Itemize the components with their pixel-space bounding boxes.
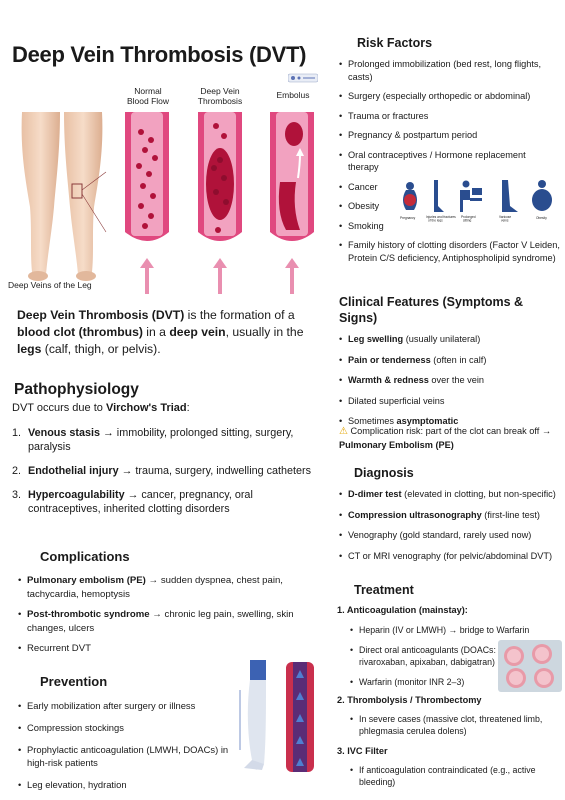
- svg-text:of the legs: of the legs: [428, 218, 443, 222]
- diagnosis-list: [339, 488, 561, 562]
- list-item: • CT or MRI venography (for pelvic/abdominal DVT): [339, 550, 561, 563]
- label-dvt: Deep Vein Thrombosis: [197, 86, 243, 106]
- virchow-triad-list: [12, 426, 312, 526]
- list-item: • Compression stockings: [18, 721, 250, 734]
- list-item: • Recurrent DVT: [18, 642, 318, 656]
- list-item: • Smoking: [339, 220, 561, 233]
- clinical-heading: Clinical Features (Symptoms & Signs): [339, 295, 524, 325]
- diagnosis-heading: Diagnosis: [354, 466, 414, 480]
- list-item: • Pregnancy & postpartum period: [339, 129, 561, 142]
- list-item: • Warfarin (monitor INR 2–3): [350, 676, 498, 688]
- complications-heading: Complications: [40, 549, 130, 564]
- svg-text:Pregnancy: Pregnancy: [400, 216, 416, 220]
- list-item: • Heparin (IV or LMWH) → bridge to Warfarin: [350, 624, 565, 636]
- list-item: • Leg elevation, hydration: [18, 778, 250, 791]
- list-item: • Direct oral anticoagulants (DOACs: rivaroxaban, apixaban, dabigatran): [350, 644, 498, 668]
- list-item: • Prophylactic anticoagulation (LMWH, DOACs) in high-risk patients: [18, 743, 250, 769]
- list-item: • Cancer: [339, 181, 561, 194]
- list-item: • Venography (gold standard, rarely used now): [339, 529, 561, 542]
- complications-list: [18, 574, 318, 656]
- vein-embolus: [266, 112, 318, 250]
- flow-arrow-3-icon: [285, 258, 299, 294]
- clinical-features-list: [339, 333, 561, 428]
- treatment-2-sublist: [350, 713, 560, 737]
- sitting-icon: [460, 181, 482, 213]
- svg-text:veins: veins: [501, 218, 509, 222]
- risk-factors-heading: Risk Factors: [357, 36, 433, 50]
- injury-icon: [434, 180, 444, 212]
- warning-icon: ⚠: [339, 426, 348, 437]
- list-item: • Prolonged immobilization (bed rest, long flights, casts): [339, 58, 561, 83]
- prevention-heading: Prevention: [40, 674, 108, 689]
- svg-text:sitting: sitting: [463, 218, 472, 222]
- vein-normal-flow: [121, 112, 173, 250]
- svg-text:Injuries and fractures: Injuries and fractures: [426, 215, 456, 219]
- legs-illustration: [12, 112, 112, 282]
- leg-icon: [502, 180, 518, 212]
- list-item: • Dilated superficial veins: [339, 395, 561, 408]
- treatment-1-sublist: [350, 624, 530, 688]
- treatment-3-sublist: [350, 764, 560, 788]
- list-item: • Early mobilization after surgery or illness: [18, 699, 250, 712]
- intro-paragraph: Deep Vein Thrombosis (DVT) is the formation of a blood clot (thrombus) in a deep vein, usually in the legs (calf, thigh, or pelvis).: [17, 308, 304, 356]
- list-item: • Pain or tenderness (often in calf): [339, 354, 561, 367]
- list-item: • Family history of clotting disorders (Factor V Leiden, Protein C/S deficiency, Antiphospholipid syndrome): [339, 239, 561, 264]
- treatment-2: 2. Thrombolysis / Thrombectomy: [337, 695, 482, 705]
- triad-intro: DVT occurs due to Virchow's Triad:: [12, 402, 190, 414]
- obesity-icon: [532, 180, 552, 211]
- label-embolus: Embolus: [276, 90, 310, 100]
- list-item: • Compression ultrasonography (first-line test): [339, 509, 561, 522]
- leg-caption: Deep Veins of the Leg: [8, 280, 92, 290]
- list-item: • Post-thrombotic syndrome → chronic leg pain, swelling, skin changes, ulcers: [18, 608, 318, 635]
- list-item: • D-dimer test (elevated in clotting, but non-specific): [339, 488, 561, 501]
- svg-text:Obesity: Obesity: [536, 216, 547, 220]
- list-item: • If anticoagulation contraindicated (e.g., active bleeding): [350, 764, 560, 788]
- pills-illustration: [498, 640, 562, 692]
- list-item: • Leg swelling (usually unilateral): [339, 333, 561, 346]
- label-normal-flow: Normal Blood Flow: [126, 86, 170, 106]
- list-item: • Oral contraceptives / Hormone replacement therapy: [339, 149, 554, 174]
- risk-factors-list: [339, 58, 561, 264]
- treatment-heading: Treatment: [354, 583, 414, 597]
- svg-text:Prolonged: Prolonged: [461, 215, 476, 219]
- prevention-list: [18, 699, 250, 791]
- triad-item: 2. Endothelial injury → trauma, surgery, indwelling catheters: [12, 465, 312, 477]
- vein-valve-illustration: [280, 662, 320, 772]
- stocking-leg-illustration: [236, 660, 278, 772]
- list-item: • Trauma or fractures: [339, 110, 561, 123]
- risk-icons-illustration: [398, 178, 558, 222]
- pregnancy-icon: [403, 182, 417, 210]
- svg-text:Varicose: Varicose: [499, 215, 512, 219]
- page-title: Deep Vein Thrombosis (DVT): [12, 42, 307, 67]
- flow-arrow-2-icon: [213, 258, 227, 294]
- vein-thrombosis: [194, 112, 246, 250]
- triad-item: 3. Hypercoagulability → cancer, pregnancy, oral contraceptives, inherited clotting disorders: [12, 489, 253, 515]
- triad-item: 1. Venous stasis → immobility, prolonged sitting, surgery, paralysis: [12, 427, 294, 453]
- flow-arrow-1-icon: [140, 258, 154, 294]
- complication-warning: ⚠ Complication risk: part of the clot can break off → Pulmonary Embolism (PE): [339, 426, 552, 450]
- list-item: • In severe cases (massive clot, threatened limb, phlegmasia cerulea dolens): [350, 713, 560, 737]
- list-item: • Surgery (especially orthopedic or abdominal): [339, 90, 561, 103]
- embolus-tag-icon: [288, 72, 318, 84]
- treatment-1: 1. Anticoagulation (mainstay):: [337, 605, 468, 615]
- list-item: • Sometimes asymptomatic: [339, 415, 561, 428]
- treatment-3: 3. IVC Filter: [337, 746, 388, 756]
- list-item: • Warmth & redness over the vein: [339, 374, 561, 387]
- list-item: • Obesity: [339, 200, 561, 213]
- patho-heading: Pathophysiology: [14, 381, 139, 398]
- list-item: • Pulmonary embolism (PE) → sudden dyspnea, chest pain, tachycardia, hemoptysis: [18, 574, 318, 601]
